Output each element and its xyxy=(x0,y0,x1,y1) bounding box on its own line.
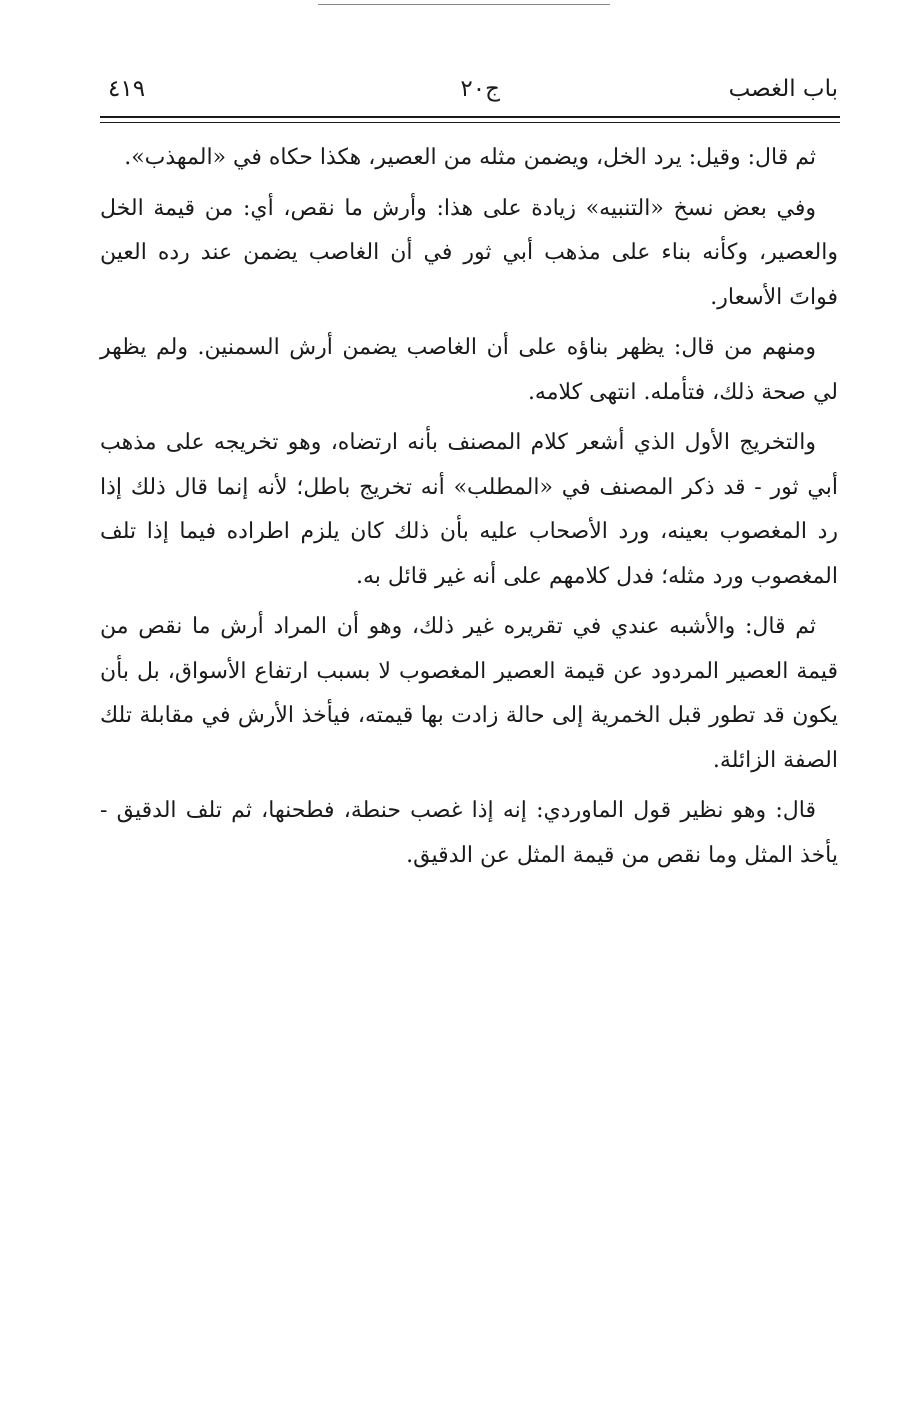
top-border-line xyxy=(318,4,610,5)
page-body xyxy=(100,136,838,884)
paragraph: قال: وهو نظير قول الماوردي: إنه إذا غصب حنطة، فطحنها، ثم تلف الدقيق - يأخذ المثل وما نقص من قيمة المثل عن الدقيق. xyxy=(100,798,838,868)
paragraph: ومنهم من قال: يظهر بناؤه على أن الغاصب يضمن أرش السمنين. ولم يظهر لي صحة ذلك، فتأمله. انتهى كلامه. xyxy=(100,335,838,405)
page-number: ٤١٩ xyxy=(108,76,146,102)
header-divider xyxy=(100,116,840,123)
paragraph: والتخريج الأول الذي أشعر كلام المصنف بأنه ارتضاه، وهو تخريجه على مذهب أبي ثور - قد ذكر المصنف في «المطلب» أنه تخريج باطل؛ لأنه إنما قال ذلك إذا رد المغصوب بعينه، ورد الأصحاب عليه بأن ذلك كان يلزم اطراده فيما إذا تلف المغصوب ورد مثله؛ فدل كلامهم على أنه غير قائل به. xyxy=(100,430,838,589)
paragraph: ثم قال: وقيل: يرد الخل، ويضمن مثله من العصير، هكذا حكاه في «المهذب». xyxy=(124,145,816,170)
chapter-title: باب الغصب xyxy=(728,76,838,102)
volume-number: ج٢٠ xyxy=(460,76,500,102)
paragraph: ثم قال: والأشبه عندي في تقريره غير ذلك، وهو أن المراد أرش ما نقص من قيمة العصير المردود عن قيمة العصير المغصوب لا بسبب ارتفاع الأسواق، بل بأن يكون قد تطور قبل الخمرية إلى حالة زادت بها قيمته، فيأخذ الأرش في مقابلة تلك الصفة الزائلة. xyxy=(100,614,838,773)
paragraph: وفي بعض نسخ «التنبيه» زيادة على هذا: وأرش ما نقص، أي: من قيمة الخل والعصير، وكأنه بناء على مذهب أبي ثور في أن الغاصب يضمن عند رده العين فواتَ الأسعار. xyxy=(100,195,838,310)
page-header xyxy=(100,72,838,112)
